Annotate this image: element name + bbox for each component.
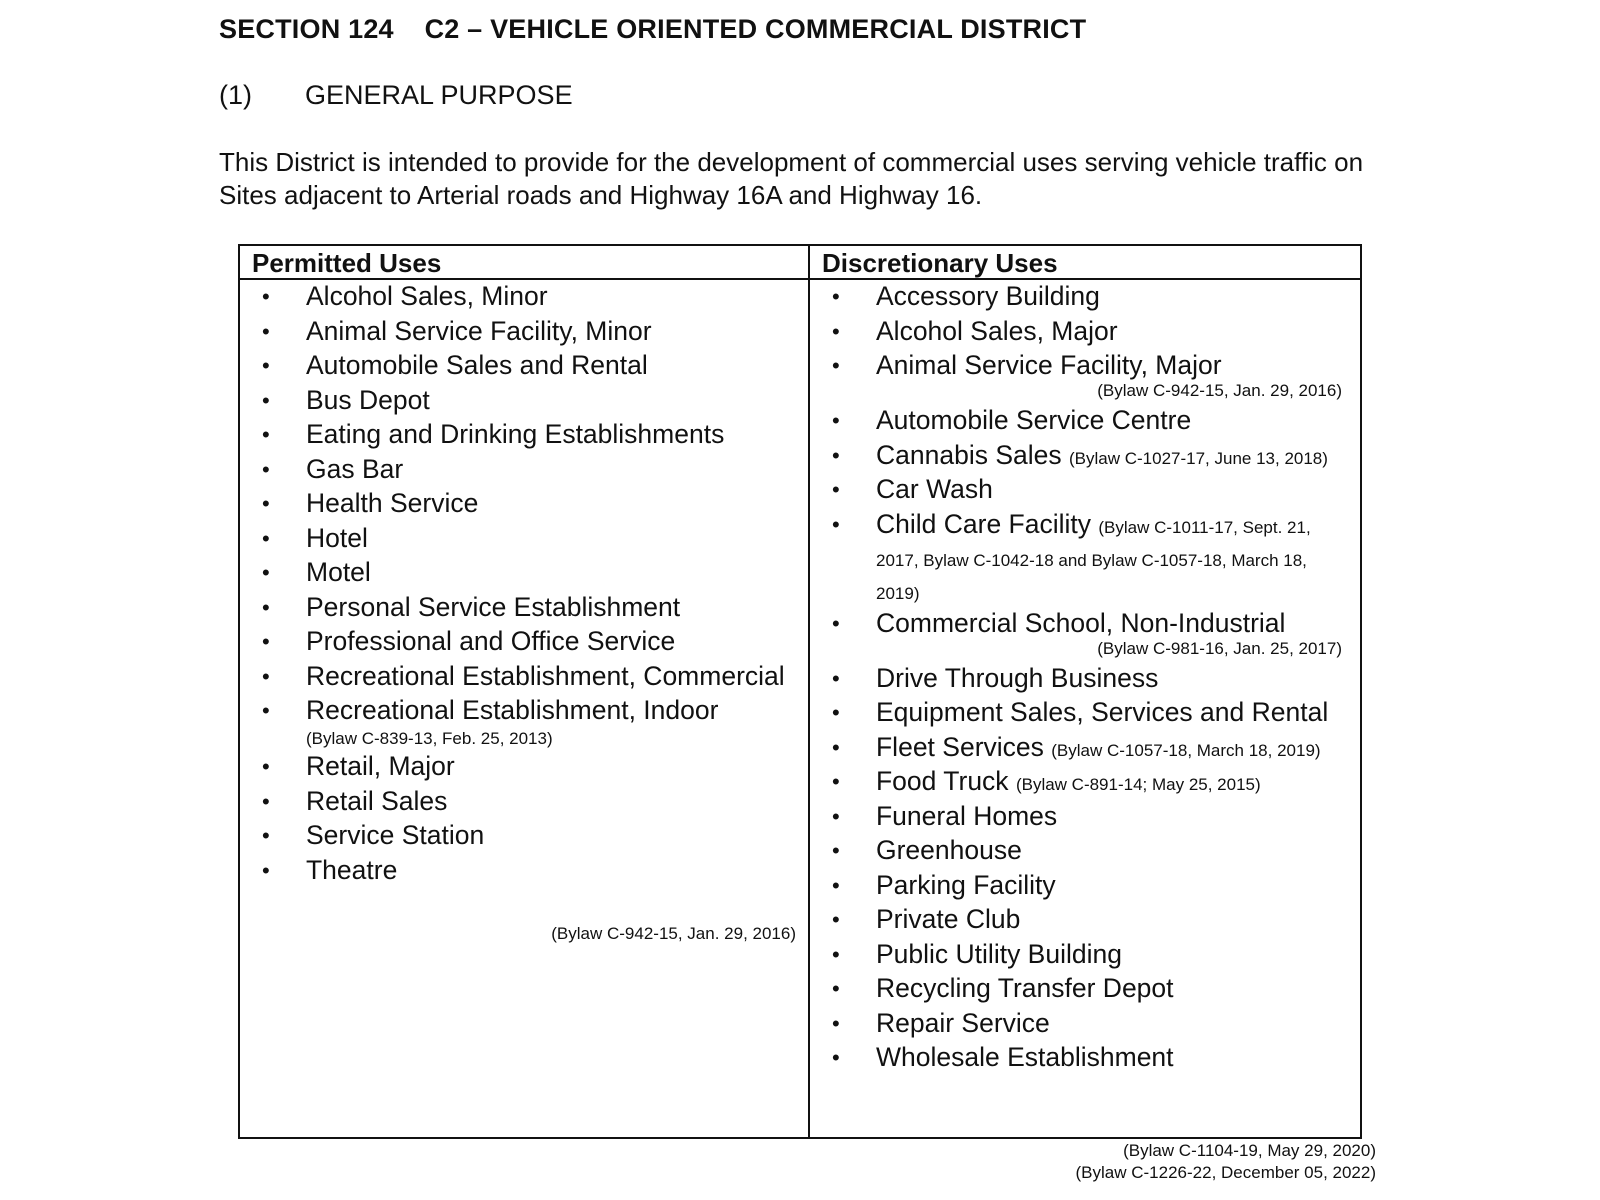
use-label: Animal Service Facility, Major <box>876 350 1222 380</box>
list-item <box>240 315 806 350</box>
list-item <box>240 819 806 854</box>
list-item <box>810 315 1360 350</box>
use-label: Eating and Drinking Establishments <box>306 419 725 449</box>
subsection-number: (1) <box>219 80 252 110</box>
list-item <box>240 522 806 557</box>
use-label: Alcohol Sales, Minor <box>306 281 548 311</box>
list-item <box>240 384 806 419</box>
discretionary-uses-list <box>810 280 1360 1076</box>
list-item <box>810 607 1360 660</box>
bylaw-note: (Bylaw C-981-16, Jan. 25, 2017) <box>1097 638 1342 658</box>
use-label: Repair Service <box>876 1007 1050 1038</box>
use-label: Private Club <box>876 904 1021 934</box>
list-item <box>810 349 1360 402</box>
list-item <box>810 972 1360 1007</box>
use-label: Automobile Service Centre <box>876 405 1192 435</box>
use-label: Hotel <box>306 522 368 553</box>
list-item <box>240 453 806 488</box>
list-item <box>240 418 806 453</box>
use-label: Equipment Sales, Services and Rental <box>876 697 1329 727</box>
list-item <box>240 854 806 889</box>
use-label: Parking Facility <box>876 869 1056 900</box>
amendment-footnotes <box>900 1140 1376 1184</box>
list-item <box>810 1007 1360 1042</box>
list-item <box>240 591 806 626</box>
list-item <box>810 662 1360 697</box>
permitted-uses-header: Permitted Uses <box>252 248 442 278</box>
use-label: Retail Sales <box>306 785 448 816</box>
use-label: Car Wash <box>876 474 993 504</box>
use-label: Personal Service Establishment <box>306 591 681 622</box>
use-label: Child Care Facility <box>876 508 1092 539</box>
list-item <box>240 625 806 660</box>
bylaw-note: (Bylaw C-1027-17, June 13, 2018) <box>1069 448 1328 468</box>
subsection-heading <box>219 80 573 111</box>
use-label: Gas Bar <box>306 453 404 484</box>
bylaw-note: (Bylaw C-1011-17, Sept. 21, 2017, Bylaw C-1042-18 and Bylaw C-1057-18, March 18, 2019) <box>876 517 1311 603</box>
use-label: Animal Service Facility, Minor <box>306 315 652 346</box>
list-item <box>810 280 1360 315</box>
list-item <box>810 439 1360 474</box>
list-item <box>240 487 806 522</box>
use-label: Cannabis Sales <box>876 439 1062 470</box>
use-label: Food Truck <box>876 766 1009 796</box>
permitted-bylaw-note: (Bylaw C-942-15, Jan. 29, 2016) <box>551 924 796 943</box>
use-label: Bus Depot <box>306 384 430 415</box>
use-label: Accessory Building <box>876 281 1100 311</box>
use-label: Alcohol Sales, Major <box>876 315 1118 346</box>
use-label: Retail, Major <box>306 751 455 781</box>
use-label: Motel <box>306 557 371 587</box>
list-item <box>810 800 1360 835</box>
bylaw-note: (Bylaw C-1057-18, March 18, 2019) <box>1051 740 1321 760</box>
list-item <box>810 1041 1360 1076</box>
list-item <box>240 750 806 785</box>
use-label: Service Station <box>306 820 485 850</box>
subsection-title: GENERAL PURPOSE <box>305 80 573 110</box>
permitted-uses-list <box>240 280 806 888</box>
list-item <box>240 349 806 384</box>
use-label: Theatre <box>306 854 398 885</box>
use-label: Professional and Office Service <box>306 626 676 656</box>
use-label: Funeral Homes <box>876 800 1058 831</box>
use-label: Automobile Sales and Rental <box>306 350 648 380</box>
use-label: Recreational Establishment, Indoor <box>306 695 719 725</box>
list-item <box>810 731 1360 766</box>
use-label: Greenhouse <box>876 835 1022 865</box>
list-item <box>240 556 806 591</box>
bylaw-note: (Bylaw C-942-15, Jan. 29, 2016) <box>1097 381 1342 400</box>
list-item <box>810 834 1360 869</box>
use-label: Health Service <box>306 488 479 518</box>
use-label: Fleet Services <box>876 731 1044 762</box>
purpose-paragraph: This District is intended to provide for the development of commercial uses serving vehicle traffic on Sites adjacent to Arterial roads and Highway 16A and Highway 16. <box>219 147 1364 210</box>
use-label: Wholesale Establishment <box>876 1042 1174 1072</box>
discretionary-uses-header: Discretionary Uses <box>822 248 1058 278</box>
bylaw-note: (Bylaw C-839-13, Feb. 25, 2013) <box>306 729 553 748</box>
list-item <box>810 404 1360 439</box>
use-label: Public Utility Building <box>876 938 1122 969</box>
list-item <box>810 869 1360 904</box>
list-item <box>240 280 806 315</box>
list-item <box>810 696 1360 731</box>
footnote: (Bylaw C-1104-19, May 29, 2020) <box>1123 1141 1376 1160</box>
list-item <box>240 785 806 820</box>
use-label: Commercial School, Non-Industrial <box>876 607 1286 638</box>
list-item <box>240 660 806 695</box>
section-heading: SECTION 124 C2 – VEHICLE ORIENTED COMMERCIAL DISTRICT <box>219 14 1087 44</box>
use-label: Recreational Establishment, Commercial <box>306 660 785 691</box>
uses-table <box>238 244 1362 1139</box>
list-item <box>810 938 1360 973</box>
list-item <box>810 508 1360 607</box>
list-item <box>810 765 1360 800</box>
use-label: Recycling Transfer Depot <box>876 973 1174 1003</box>
list-item <box>810 473 1360 508</box>
footnote: (Bylaw C-1226-22, December 05, 2022) <box>1075 1163 1376 1182</box>
use-label: Drive Through Business <box>876 662 1159 693</box>
list-item <box>240 694 806 750</box>
bylaw-note: (Bylaw C-891-14; May 25, 2015) <box>1015 775 1261 794</box>
list-item <box>810 903 1360 938</box>
